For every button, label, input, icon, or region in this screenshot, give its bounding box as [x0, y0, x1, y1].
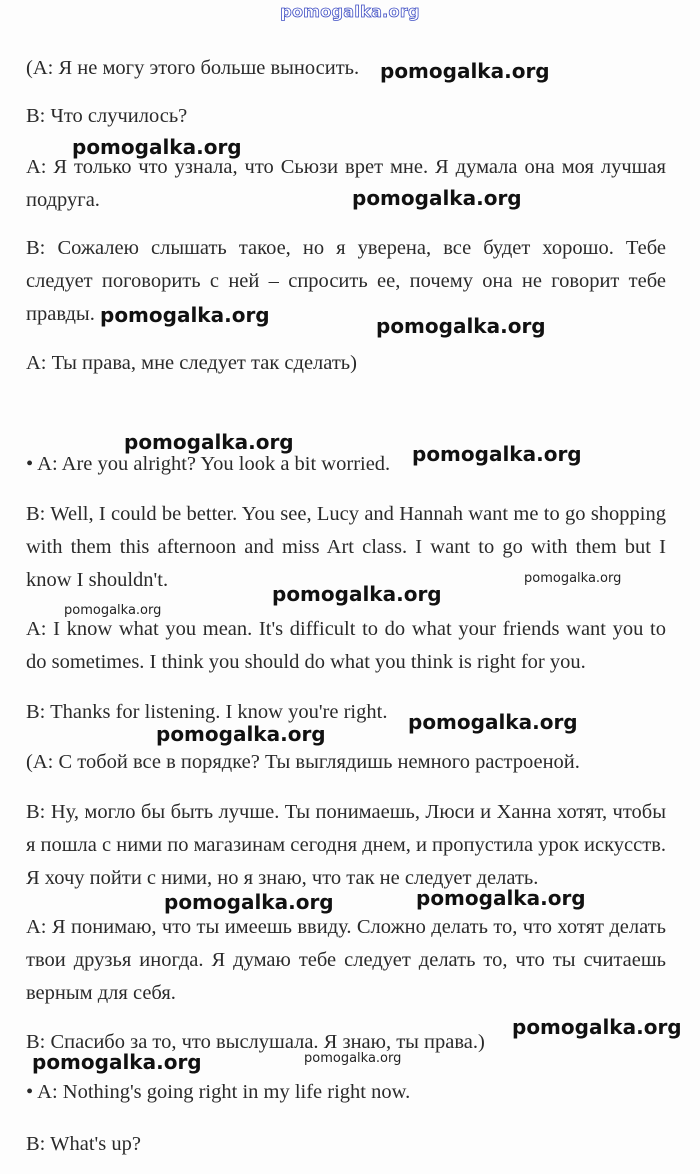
paragraph-en-1: • A: Are you alright? You look a bit worried. [26, 453, 391, 475]
watermark-text: pomogalka.org [352, 186, 522, 210]
watermark-text: pomogalka.org [124, 430, 294, 454]
paragraph-en-3: A: I know what you mean. It's difficult to do what your friends want you to do sometimes. I think you should do what you think is right for you. [26, 618, 666, 673]
watermark-text: pomogalka.org [164, 890, 334, 914]
paragraph-en-2: B: Well, I could be better. You see, Lucy and Hannah want me to go shopping with them this afternoon and miss Art class. I want to go with them but I know I shouldn't. [26, 503, 666, 591]
watermark-text: pomogalka.org [376, 314, 546, 338]
paragraph-ru-2: В: Что случилось? [26, 105, 188, 127]
watermark-text: pomogalka.org [408, 710, 578, 734]
watermark-text: pomogalka.org [72, 135, 242, 159]
paragraph-ru-1: (А: Я не могу этого больше выносить. [26, 57, 360, 79]
watermark-text: pomogalka.org [412, 442, 582, 466]
paragraph-ru-6: (А: С тобой все в порядке? Ты выглядишь немного растроеной. [26, 751, 580, 773]
watermark-text: pomogalka.org [512, 1015, 682, 1039]
paragraph-en-6: B: What's up? [26, 1133, 141, 1155]
site-header-watermark: pomogalka.org [280, 2, 420, 21]
paragraph-ru-7: В: Ну, могло бы быть лучше. Ты понимаешь, Люси и Ханна хотят, чтобы я пошла с ними по магазинам сегодня днем, и пропустила урок искусств. Я хочу пойти с ними, но я знаю, что так не следует делать. [26, 801, 667, 889]
paragraph-en-4: B: Thanks for listening. I know you're right. [26, 701, 388, 723]
watermark-text-small: pomogalka.org [304, 1051, 402, 1066]
paragraph-ru-3: А: Я только что узнала, что Сьюзи врет мне. Я думала она моя лучшая подруга. [26, 156, 666, 211]
watermark-text: pomogalka.org [272, 582, 442, 606]
paragraph-ru-8: А: Я понимаю, что ты имеешь ввиду. Сложно делать то, что хотят делать твои друзья иногда. Я думаю тебе следует делать то, что ты считаешь верным для себя. [26, 916, 666, 1004]
watermark-text: pomogalka.org [416, 886, 586, 910]
watermark-text: pomogalka.org [156, 722, 326, 746]
paragraph-ru-9: В: Спасибо за то, что выслушала. Я знаю, ты права.) [26, 1031, 485, 1053]
paragraph-ru-4: В: Сожалею слышать такое, но я уверена, все будет хорошо. Тебе следует поговорить с ней – спросить ее, почему она не говорит тебе правды. [26, 237, 666, 325]
watermark-text: pomogalka.org [32, 1050, 202, 1074]
watermark-text-small: pomogalka.org [64, 603, 162, 618]
paragraph-ru-5: А: Ты права, мне следует так сделать) [26, 352, 357, 374]
watermark-text-small: pomogalka.org [524, 571, 622, 586]
watermark-text: pomogalka.org [100, 303, 270, 327]
paragraph-en-5: • A: Nothing's going right in my life right now. [26, 1081, 411, 1103]
watermark-text: pomogalka.org [380, 59, 550, 83]
